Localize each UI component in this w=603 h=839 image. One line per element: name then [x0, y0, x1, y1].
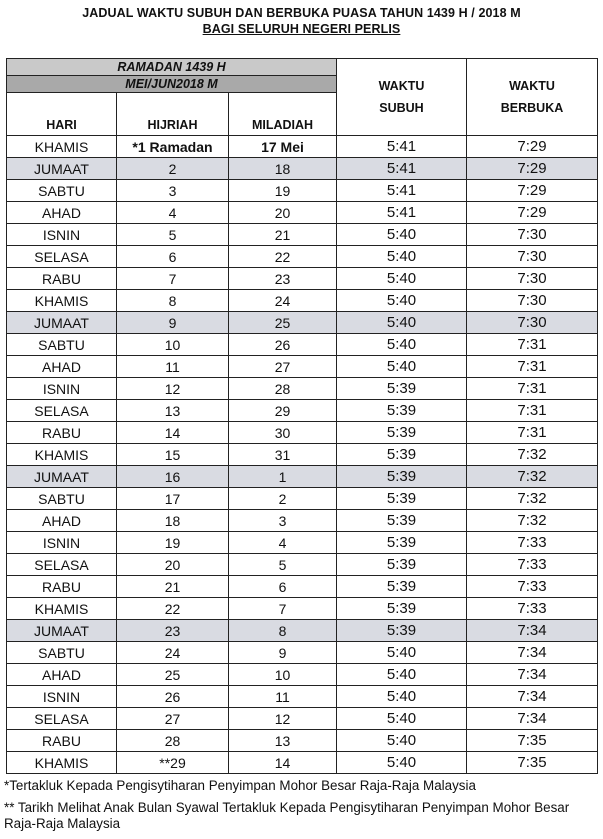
- cell-miladiah: 13: [229, 730, 337, 752]
- cell-hari: AHAD: [7, 202, 117, 224]
- cell-berbuka: 7:30: [467, 312, 598, 334]
- cell-hijriah: 24: [117, 642, 229, 664]
- cell-hari: RABU: [7, 268, 117, 290]
- table-row: [7, 312, 598, 334]
- cell-subuh: 5:40: [337, 730, 467, 752]
- cell-miladiah: 27: [229, 356, 337, 378]
- cell-hari: SELASA: [7, 708, 117, 730]
- footnote-2: ** Tarikh Melihat Anak Bulan Syawal Tertakluk Kepada Pengisytiharan Penyimpan Mohor Besar Raja-Raja Malaysia: [4, 800, 570, 831]
- cell-subuh: 5:41: [337, 202, 467, 224]
- table-row: [7, 466, 598, 488]
- cell-hari: ISNIN: [7, 532, 117, 554]
- cell-subuh: 5:40: [337, 356, 467, 378]
- header-hari: HARI: [7, 93, 117, 136]
- cell-hari: SABTU: [7, 334, 117, 356]
- cell-miladiah: 17 Mei: [229, 136, 337, 158]
- cell-hijriah: 17: [117, 488, 229, 510]
- schedule-table: [6, 58, 598, 774]
- table-row: [7, 488, 598, 510]
- cell-hijriah: 21: [117, 576, 229, 598]
- cell-miladiah: 12: [229, 708, 337, 730]
- cell-miladiah: 8: [229, 620, 337, 642]
- cell-hijriah: 4: [117, 202, 229, 224]
- cell-miladiah: 9: [229, 642, 337, 664]
- cell-berbuka: 7:33: [467, 576, 598, 598]
- cell-miladiah: 18: [229, 158, 337, 180]
- cell-subuh: 5:41: [337, 158, 467, 180]
- cell-hijriah: 11: [117, 356, 229, 378]
- cell-hijriah: 7: [117, 268, 229, 290]
- table-row: [7, 422, 598, 444]
- cell-berbuka: 7:34: [467, 708, 598, 730]
- cell-hijriah: 5: [117, 224, 229, 246]
- table-row: [7, 532, 598, 554]
- cell-miladiah: 1: [229, 466, 337, 488]
- table-row: [7, 686, 598, 708]
- table-row: [7, 224, 598, 246]
- cell-hari: ISNIN: [7, 686, 117, 708]
- cell-subuh: 5:39: [337, 488, 467, 510]
- cell-subuh: 5:40: [337, 708, 467, 730]
- cell-hijriah: 6: [117, 246, 229, 268]
- cell-subuh: 5:39: [337, 400, 467, 422]
- cell-berbuka: 7:30: [467, 268, 598, 290]
- cell-miladiah: 3: [229, 510, 337, 532]
- table-row: [7, 510, 598, 532]
- cell-subuh: 5:39: [337, 598, 467, 620]
- cell-berbuka: 7:30: [467, 224, 598, 246]
- cell-subuh: 5:39: [337, 554, 467, 576]
- cell-subuh: 5:40: [337, 246, 467, 268]
- cell-subuh: 5:39: [337, 444, 467, 466]
- cell-subuh: 5:39: [337, 620, 467, 642]
- cell-hijriah: 19: [117, 532, 229, 554]
- cell-hijriah: 23: [117, 620, 229, 642]
- cell-miladiah: 6: [229, 576, 337, 598]
- cell-hijriah: 12: [117, 378, 229, 400]
- cell-berbuka: 7:34: [467, 686, 598, 708]
- cell-hijriah: 2: [117, 158, 229, 180]
- cell-miladiah: 5: [229, 554, 337, 576]
- cell-berbuka: 7:30: [467, 290, 598, 312]
- cell-hari: JUMAAT: [7, 466, 117, 488]
- table-row: [7, 180, 598, 202]
- cell-hijriah: 26: [117, 686, 229, 708]
- cell-subuh: 5:40: [337, 664, 467, 686]
- cell-berbuka: 7:33: [467, 554, 598, 576]
- document-subtitle: BAGI SELURUH NEGERI PERLIS: [202, 22, 401, 36]
- cell-miladiah: 10: [229, 664, 337, 686]
- cell-hari: KHAMIS: [7, 598, 117, 620]
- cell-hari: KHAMIS: [7, 136, 117, 158]
- cell-hijriah: **29: [117, 752, 229, 774]
- cell-subuh: 5:39: [337, 466, 467, 488]
- cell-hari: JUMAAT: [7, 312, 117, 334]
- cell-berbuka: 7:35: [467, 730, 598, 752]
- header-month-band: MEI/JUN2018 M: [7, 76, 337, 93]
- cell-hijriah: 25: [117, 664, 229, 686]
- cell-berbuka: 7:31: [467, 422, 598, 444]
- cell-hari: SELASA: [7, 400, 117, 422]
- cell-miladiah: 21: [229, 224, 337, 246]
- cell-miladiah: 11: [229, 686, 337, 708]
- cell-miladiah: 29: [229, 400, 337, 422]
- cell-hari: ISNIN: [7, 224, 117, 246]
- cell-berbuka: 7:34: [467, 620, 598, 642]
- header-hijriah: HIJRIAH: [117, 93, 229, 136]
- cell-berbuka: 7:31: [467, 378, 598, 400]
- cell-hari: KHAMIS: [7, 290, 117, 312]
- cell-hijriah: 28: [117, 730, 229, 752]
- cell-miladiah: 2: [229, 488, 337, 510]
- cell-miladiah: 24: [229, 290, 337, 312]
- cell-subuh: 5:40: [337, 642, 467, 664]
- table-row: [7, 730, 598, 752]
- cell-miladiah: 22: [229, 246, 337, 268]
- cell-hijriah: *1 Ramadan: [117, 136, 229, 158]
- table-row: [7, 708, 598, 730]
- cell-hijriah: 10: [117, 334, 229, 356]
- cell-hari: JUMAAT: [7, 620, 117, 642]
- table-row: [7, 246, 598, 268]
- cell-miladiah: 20: [229, 202, 337, 224]
- cell-berbuka: 7:32: [467, 466, 598, 488]
- cell-berbuka: 7:32: [467, 444, 598, 466]
- cell-miladiah: 7: [229, 598, 337, 620]
- cell-subuh: 5:39: [337, 576, 467, 598]
- footnote-1: *Tertakluk Kepada Pengisytiharan Penyimpan Mohor Besar Raja-Raja Malaysia: [4, 778, 476, 793]
- cell-subuh: 5:39: [337, 510, 467, 532]
- cell-hijriah: 20: [117, 554, 229, 576]
- cell-hijriah: 27: [117, 708, 229, 730]
- cell-miladiah: 31: [229, 444, 337, 466]
- cell-miladiah: 30: [229, 422, 337, 444]
- table-row: [7, 444, 598, 466]
- cell-hari: SABTU: [7, 642, 117, 664]
- table-row: [7, 356, 598, 378]
- cell-berbuka: 7:29: [467, 202, 598, 224]
- table-row: [7, 334, 598, 356]
- cell-hari: SABTU: [7, 488, 117, 510]
- cell-berbuka: 7:34: [467, 664, 598, 686]
- table-row: [7, 136, 598, 158]
- header-subuh-line2: SUBUH: [379, 101, 424, 115]
- cell-hari: AHAD: [7, 664, 117, 686]
- table-row: [7, 642, 598, 664]
- cell-subuh: 5:40: [337, 334, 467, 356]
- table-row: [7, 268, 598, 290]
- cell-berbuka: 7:31: [467, 400, 598, 422]
- cell-miladiah: 28: [229, 378, 337, 400]
- cell-berbuka: 7:32: [467, 510, 598, 532]
- cell-berbuka: 7:31: [467, 356, 598, 378]
- cell-hijriah: 8: [117, 290, 229, 312]
- cell-berbuka: 7:33: [467, 532, 598, 554]
- table-row: [7, 664, 598, 686]
- cell-subuh: 5:40: [337, 312, 467, 334]
- cell-subuh: 5:39: [337, 532, 467, 554]
- cell-hijriah: 3: [117, 180, 229, 202]
- header-waktu-subuh: [337, 59, 467, 136]
- cell-berbuka: 7:29: [467, 180, 598, 202]
- cell-hari: SELASA: [7, 554, 117, 576]
- cell-subuh: 5:40: [337, 224, 467, 246]
- cell-berbuka: 7:30: [467, 246, 598, 268]
- cell-berbuka: 7:34: [467, 642, 598, 664]
- header-berbuka-line2: BERBUKA: [500, 101, 564, 115]
- table-row: [7, 620, 598, 642]
- table-row: [7, 400, 598, 422]
- table-row: [7, 752, 598, 774]
- cell-subuh: 5:40: [337, 686, 467, 708]
- cell-hari: JUMAAT: [7, 158, 117, 180]
- table-row: [7, 598, 598, 620]
- cell-hari: ISNIN: [7, 378, 117, 400]
- cell-berbuka: 7:29: [467, 136, 598, 158]
- header-berbuka-line1: WAKTU: [509, 79, 555, 93]
- cell-subuh: 5:40: [337, 290, 467, 312]
- cell-berbuka: 7:29: [467, 158, 598, 180]
- cell-hari: RABU: [7, 730, 117, 752]
- cell-hijriah: 16: [117, 466, 229, 488]
- cell-hari: RABU: [7, 576, 117, 598]
- cell-hari: SABTU: [7, 180, 117, 202]
- cell-miladiah: 4: [229, 532, 337, 554]
- cell-subuh: 5:40: [337, 752, 467, 774]
- header-miladiah: MILADIAH: [229, 93, 337, 136]
- cell-miladiah: 25: [229, 312, 337, 334]
- header-waktu-berbuka: [467, 59, 598, 136]
- cell-hijriah: 15: [117, 444, 229, 466]
- cell-hari: KHAMIS: [7, 752, 117, 774]
- cell-hijriah: 9: [117, 312, 229, 334]
- cell-hari: RABU: [7, 422, 117, 444]
- cell-miladiah: 19: [229, 180, 337, 202]
- document-title: JADUAL WAKTU SUBUH DAN BERBUKA PUASA TAHUN 1439 H / 2018 M: [82, 6, 521, 20]
- cell-hari: SELASA: [7, 246, 117, 268]
- cell-hijriah: 14: [117, 422, 229, 444]
- table-row: [7, 290, 598, 312]
- cell-subuh: 5:39: [337, 422, 467, 444]
- cell-berbuka: 7:31: [467, 334, 598, 356]
- cell-hijriah: 18: [117, 510, 229, 532]
- cell-berbuka: 7:35: [467, 752, 598, 774]
- cell-miladiah: 14: [229, 752, 337, 774]
- cell-hari: AHAD: [7, 510, 117, 532]
- header-ramadan-band: RAMADAN 1439 H: [7, 59, 337, 76]
- cell-hari: AHAD: [7, 356, 117, 378]
- table-row: [7, 202, 598, 224]
- cell-subuh: 5:40: [337, 268, 467, 290]
- cell-subuh: 5:39: [337, 378, 467, 400]
- table-row: [7, 554, 598, 576]
- table-row: [7, 576, 598, 598]
- cell-hijriah: 13: [117, 400, 229, 422]
- cell-subuh: 5:41: [337, 136, 467, 158]
- table-row: [7, 378, 598, 400]
- cell-hijriah: 22: [117, 598, 229, 620]
- header-subuh-line1: WAKTU: [378, 79, 425, 93]
- cell-hari: KHAMIS: [7, 444, 117, 466]
- cell-subuh: 5:41: [337, 180, 467, 202]
- cell-berbuka: 7:32: [467, 488, 598, 510]
- table-row: [7, 158, 598, 180]
- cell-miladiah: 23: [229, 268, 337, 290]
- cell-berbuka: 7:33: [467, 598, 598, 620]
- cell-miladiah: 26: [229, 334, 337, 356]
